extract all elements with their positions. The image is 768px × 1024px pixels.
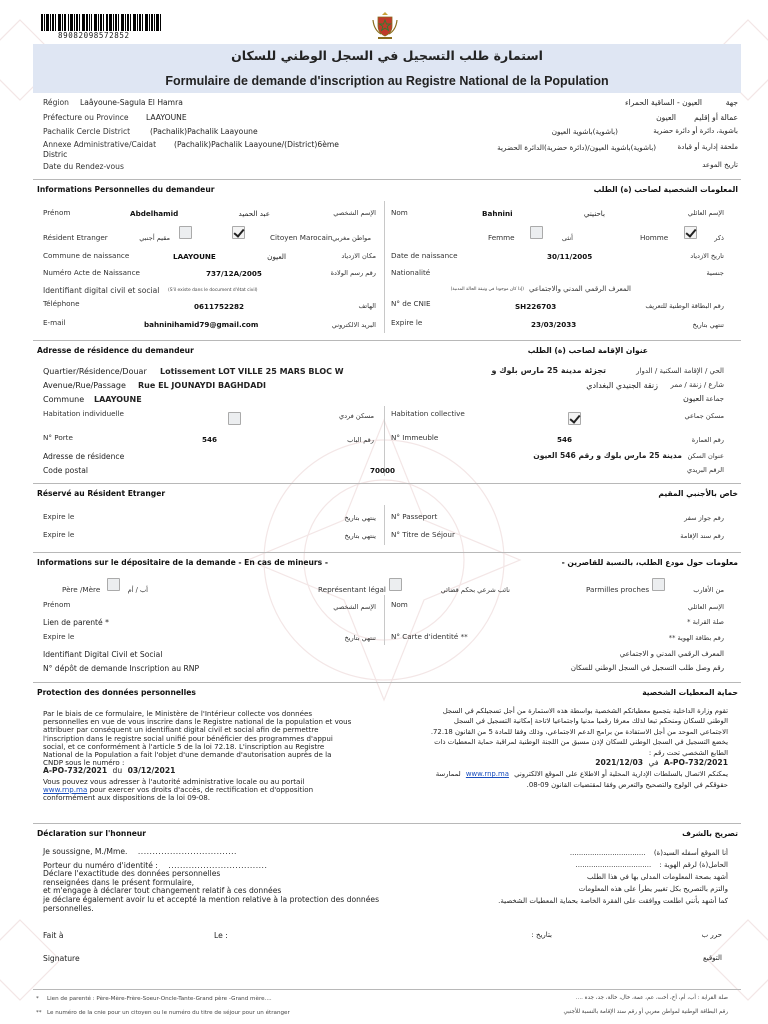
footer-note-1: Lien de parenté : Père-Mère-Frère-Soeur-Oncle-Tante-Grand père -Grand mère....: [47, 996, 272, 1002]
identite-label: Porteur du numéro d'identité :: [43, 860, 158, 870]
address-commune-ar-label: جماعة: [705, 395, 724, 403]
footer-note-2-ar: رقم البطاقة الوطنية لمواطن مغربي أو رقم سند الإقامة بالنسبة للأجنبي: [563, 1009, 728, 1015]
protection-ar-line: الطابع الشخصي تحت رقم :: [648, 748, 728, 757]
fait-a-label: Fait à: [43, 931, 64, 940]
carte-identite-label: N° Carte d'identité **: [391, 632, 468, 641]
nationalite-ar-label: جنسية: [706, 269, 724, 277]
footer-star-1: *: [36, 996, 39, 1002]
proches-label: Parmilles proches: [586, 585, 650, 594]
declaration-ar-line: كما أشهد بأنني اطلعت ووافقت على الفقرة الخاصة بحماية المعطيات الشخصية.: [498, 897, 728, 905]
depositaire-expire-ar: تنتهي بتاريخ: [344, 634, 376, 642]
avenue-value: Rue EL JOUNAYDI BAGHDADI: [138, 381, 267, 390]
protection-fr-line: National de la Population a fait l'objet d'une demande d'autorisation auprès de la: [43, 750, 332, 760]
quartier-value: Lotissement LOT VILLE 25 MARS BLOC W: [160, 367, 344, 376]
depot-rnp-ar: رقم وصل طلب التسجيل في السجل الوطني للسكان: [570, 664, 724, 672]
porte-value: 546: [202, 435, 218, 444]
annexe-value: (Pachalik)Pachalik Laayoune/(District)6ème: [174, 140, 339, 149]
cnie-label: N° de CNIE: [391, 299, 431, 308]
passeport-ar: رقم جواز سفر: [684, 514, 724, 522]
declaration-fr-line: et m'engage à déclarer tout changement relatif à ces données: [43, 886, 282, 896]
avenue-ar-label: شارع / زنقة / ممر: [670, 381, 724, 389]
footer-divider: [33, 989, 741, 990]
cndp-reference: A-PO-732/2021: [43, 766, 108, 776]
habitation-individuelle-ar: مسكن فردي: [338, 412, 374, 420]
date-naissance-value: 30/11/2005: [547, 252, 593, 261]
soussigne-field[interactable]: ..................................: [137, 847, 237, 856]
rdv-ar-label: تاريخ الموعد: [702, 161, 738, 169]
declaration-ar: [498, 847, 728, 907]
date-naissance-label: Date de naissance: [391, 251, 458, 260]
personal-column-divider: [384, 201, 385, 333]
email-ar-label: البريد الالكتروني: [331, 321, 376, 329]
protection-ar-text: [398, 706, 728, 790]
protection-ar-line: الوطني للسكان ومنحكم تبعا لذلك معرفا رقميا مدنيا واجتماعيا لاتاحة إمكانية التسجيل في السجل: [453, 717, 728, 726]
cndp-ar-date: 2021/12/03: [595, 758, 644, 768]
titre-sejour-ar: رقم سند الإقامة: [680, 532, 724, 540]
expire-cnie-value: 23/03/2033: [531, 320, 577, 329]
protection-ar-line: حقوقكم في الولوج والتصحيح والتعرض وفقا لمقتضيات القانون 09-08.: [526, 780, 728, 789]
prefecture-label: Préfecture ou Province: [43, 113, 129, 122]
cndp-date: 03/12/2021: [127, 766, 176, 776]
immeuble-label: N° Immeuble: [391, 433, 439, 442]
depositaire-nom-label: Nom: [391, 600, 408, 609]
protection-fr-line: attribuer par conséquent un identifiant digital civil et social afin de permettre: [43, 725, 319, 735]
nationalite-label: Nationalité: [391, 268, 431, 277]
protection-fr-line: Par le biais de ce formulaire, le Ministère de l'Intérieur collecte vos données: [43, 709, 313, 718]
annexe-ar-value: (باشوية)باشوية العيون/(دائرة حضرية)الدائرة الحضرية: [497, 143, 656, 152]
femme-label: Femme: [488, 233, 515, 242]
protection-fr-text: [43, 710, 351, 802]
prenom-ar-value: عبد الحميد: [238, 209, 270, 218]
address-section-title: Adresse de résidence du demandeur: [37, 346, 194, 355]
protection-ar-line: لممارسة: [435, 770, 461, 779]
soussigne-label: Je soussigne, M./Mme.: [43, 847, 128, 856]
quartier-label: Quartier/Résidence/Douar: [43, 367, 147, 376]
soussigne-ar-label: أنا الموقع أسفله السيد(ة): [653, 849, 728, 857]
habitation-individuelle-label: Habitation individuelle: [43, 409, 124, 418]
proches-ar: من الأقارب: [693, 586, 724, 594]
representant-legal-checkbox[interactable]: [389, 578, 402, 591]
personal-section-divider: [33, 179, 741, 180]
nom-label: Nom: [391, 208, 408, 217]
protection-fr-line: social, et ce conformément à l'article 5 de la loi 72.18. L'inscription au Registre: [43, 741, 325, 751]
etranger-section-title: Réservé au Résident Etranger: [37, 489, 166, 498]
nom-ar-value: باحنيني: [583, 209, 605, 218]
representant-legal-ar: نائب شرعي بحكم قضائي: [440, 586, 510, 594]
depot-rnp-label: N° dépôt de demande Inscription au RNP: [43, 664, 200, 673]
protection-fr-line: Vous pouvez vous adresser à l'autorité administrative locale ou au portail: [43, 776, 305, 786]
depositaire-section-divider: [33, 552, 741, 553]
protection-fr-line: conformément aux dispositions de la loi 09-08.: [43, 793, 211, 803]
expire-passeport-label: Expire le: [43, 512, 75, 521]
avenue-ar-value: زنقة الجنيدي البغدادي: [586, 381, 658, 390]
etranger-section-title-ar: خاص بالأجنبي المقيم: [658, 489, 738, 498]
prenom-value: Abdelhamid: [130, 209, 179, 218]
resident-etranger-ar: مقيم أجنبي: [139, 234, 170, 242]
footer-star-2: **: [36, 1010, 42, 1016]
declaration-fr-line: Déclare l'exactitude des données personnelles: [43, 869, 221, 879]
address-commune-label: Commune: [43, 395, 85, 404]
personal-section-title: Informations Personnelles du demandeur: [37, 185, 215, 194]
idcs-ar-note: (إذا كان موجودا في وثيقة الحالة المدنية): [450, 287, 524, 292]
pachalik-label: Pachalik Cercle District: [43, 127, 131, 136]
immeuble-value: 546: [557, 435, 573, 444]
region-ar-value: العيون - الساقية الحمراء: [625, 98, 702, 107]
declaration-ar-line: والتزم بالتصريح بكل تغيير يطرأ على هذه المعلومات: [578, 885, 728, 893]
protection-section-title: Protection des données personnelles: [37, 688, 196, 697]
homme-label: Homme: [640, 233, 669, 242]
citoyen-marocain-ar: مواطن مغربي: [332, 234, 371, 242]
habitation-collective-checkbox[interactable]: [568, 412, 581, 425]
adresse-residence-ar-label: عنوان السكن: [687, 452, 724, 460]
pachalik-value: (Pachalik)Pachalik Laayoune: [150, 127, 258, 136]
le-label: Le :: [214, 931, 228, 940]
acte-naissance-ar-label: رقم رسم الولادة: [330, 269, 376, 277]
commune-naissance-value: LAAYOUNE: [173, 252, 216, 261]
femme-ar: أنثى: [561, 234, 573, 242]
habitation-individuelle-checkbox[interactable]: [228, 412, 241, 425]
depositaire-idcs-ar: المعرف الرقمي المدني و الاجتماعي: [619, 650, 724, 658]
adresse-residence-label: Adresse de résidence: [43, 452, 125, 461]
idcs-label: Identifiant digital civil et social: [43, 286, 160, 295]
protection-section-divider: [33, 682, 741, 683]
commune-naissance-ar-value: العيون: [267, 252, 286, 261]
prefecture-ar-value: العيون: [656, 113, 676, 122]
cnie-value: SH226703: [515, 302, 557, 311]
commune-naissance-ar-label: مكان الازدياد: [341, 252, 376, 260]
pachalik-ar-label: باشوية، دائرة أو دائرة حضرية: [653, 127, 738, 135]
homme-ar: ذكر: [714, 234, 724, 242]
address-section-title-ar: عنوان الإقامة لصاحب (ة) الطلب: [527, 346, 648, 355]
adresse-residence-ar-value: مدينة 25 مارس بلوك و رقم 546 العيون: [533, 451, 682, 460]
depositaire-prenom-ar: الإسم الشخصي: [333, 603, 376, 611]
nom-value: Bahnini: [482, 209, 513, 218]
proches-checkbox[interactable]: [652, 578, 665, 591]
rdv-label: Date du Rendez-vous: [43, 162, 124, 171]
expire-passeport-ar: ينتهي بتاريخ: [344, 514, 376, 522]
porte-ar-label: رقم الباب: [347, 436, 374, 444]
commune-naissance-label: Commune de naissance: [43, 251, 130, 260]
soussigne-ar-field[interactable]: ..................................: [569, 849, 646, 857]
personal-section-title-ar: المعلومات الشخصية لصاحب (ة) الطلب: [593, 185, 738, 194]
femme-checkbox[interactable]: [530, 226, 543, 239]
lien-parente-label: Lien de parenté *: [43, 618, 109, 627]
coat-of-arms-icon: [370, 10, 400, 40]
code-postal-ar-label: الرقم البريدي: [686, 466, 724, 474]
depositaire-column-divider: [384, 595, 385, 645]
acte-naissance-value: 737/12A/2005: [206, 269, 262, 278]
region-ar-label: جهة: [725, 98, 738, 107]
depositaire-nom-ar: الإسم العائلي: [687, 603, 724, 611]
depositaire-prenom-label: Prénom: [43, 600, 71, 609]
identite-ar-label: الحامل(ة) لرقم الهوية :: [659, 861, 728, 869]
annexe-ar-label: ملحقة إدارية أو قيادة: [677, 143, 738, 151]
signature-label: Signature: [43, 954, 80, 963]
prenom-label: Prénom: [43, 208, 71, 217]
citoyen-marocain-checkbox[interactable]: [232, 226, 245, 239]
citoyen-marocain-label: Citoyen Marocain: [270, 233, 333, 242]
lien-parente-ar: صلة القرابة *: [687, 618, 724, 626]
resident-etranger-checkbox[interactable]: [179, 226, 192, 239]
expire-sejour-label: Expire le: [43, 530, 75, 539]
email-label: E-mail: [43, 318, 66, 327]
barcode-number: 89082098572852: [58, 31, 130, 40]
nom-ar-label: الإسم العائلي: [687, 209, 724, 217]
expire-cnie-ar-label: تنتهي بتاريخ: [692, 321, 724, 329]
address-section-divider: [33, 340, 741, 341]
declaration-fr-line: je déclare également avoir lu et accepté la mention relative à la protection des données: [43, 894, 380, 904]
cndp-ar-fi: في: [648, 758, 659, 768]
title-french: Formulaire de demande d'inscription au Registre National de la Population: [165, 74, 609, 88]
homme-checkbox[interactable]: [684, 226, 697, 239]
protection-ar-line: يمكنكم الاتصال بالسلطات الإدارية المحلية أو الاطلاع على الموقع الالكتروني: [514, 770, 728, 779]
depositaire-section-title-ar: معلومات حول مودع الطلب، بالنسبة للقاصرين -: [561, 558, 738, 567]
prenom-ar-label: الإسم الشخصي: [333, 209, 376, 217]
cndp-du: du: [112, 766, 123, 776]
expire-cnie-label: Expire le: [391, 318, 423, 327]
carte-identite-ar: رقم بطاقة الهوية **: [668, 634, 724, 642]
protection-fr-line: CNDP sous le numéro :: [43, 758, 125, 768]
rnp-link-ar[interactable]: www.rnp.ma: [465, 770, 509, 779]
declaration-section-divider: [33, 823, 741, 824]
rnp-link[interactable]: www.rnp.ma: [43, 784, 88, 794]
footer-note-2: Le numéro de la cnie pour un citoyen ou le numéro du titre de séjour pour un étranger: [47, 1010, 290, 1016]
quartier-ar-value: تجزئة مدينة 25 مارس بلوك و: [491, 366, 606, 375]
protection-ar-line: تقوم وزارة الداخلية بتجميع معطياتكم الشخصية بواسطة هذه الاستمارة من أجل تسجيلكم في السجل: [442, 707, 728, 715]
telephone-label: Téléphone: [43, 299, 80, 308]
acte-naissance-label: Numéro Acte de Naissance: [43, 268, 140, 277]
quartier-ar-label: الحي / الإقامة السكنية / الدوار: [636, 367, 724, 375]
annexe-value-line2: Distric: [43, 150, 68, 159]
hurrira-label: حرر ب: [701, 931, 722, 939]
etranger-column-divider: [384, 505, 385, 545]
pere-mere-label: Père /Mère: [62, 585, 101, 594]
depositaire-expire-label: Expire le: [43, 632, 75, 641]
declaration-fr: [43, 848, 379, 913]
date-naissance-ar-label: تاريخ الازدياد: [690, 252, 724, 260]
telephone-value: 0611752282: [194, 302, 245, 311]
protection-fr-line: personnelles en vue de vous inscrire dans le Registre national de la population et vous: [43, 717, 352, 727]
prefecture-ar-label: عمالة أو إقليم: [694, 113, 738, 122]
idcs-ar-label: المعرف الرقمي المدني والاجتماعي: [529, 285, 631, 293]
identite-ar-field[interactable]: ..................................: [575, 861, 652, 869]
representant-legal-label: Représentant légal: [318, 585, 386, 594]
region-label: Région: [43, 98, 69, 107]
titre-sejour-label: N° Titre de Séjour: [391, 530, 455, 539]
annexe-label: Annexe Administrative/Caidat: [43, 140, 157, 149]
protection-fr-line: pour exercer vos droits d'accès, de rectification et d'opposition: [89, 784, 314, 794]
pachalik-ar-value: (باشوية)باشوية العيون: [551, 127, 618, 136]
habitation-collective-ar: مسكن جماعي: [684, 412, 724, 420]
porte-label: N° Porte: [43, 433, 73, 442]
cndp-ar-reference: A-PO-732/2021: [663, 758, 728, 768]
telephone-ar-label: الهاتف: [358, 302, 376, 310]
immeuble-ar-label: رقم العمارة: [691, 436, 724, 444]
protection-ar-line: يخضع التسجيل في السجل الوطني للسكان لإذن مسبق من اللجنة الوطنية لمراقبة حماية المعطيات ذات: [434, 738, 728, 747]
pere-mere-ar: أب / أم: [127, 586, 148, 594]
prefecture-value: LAAYOUNE: [146, 113, 187, 122]
address-commune-ar-value: العيون: [683, 394, 704, 403]
idcs-note: (S'il existe dans le document d'état civil): [168, 288, 258, 293]
habitation-collective-label: Habitation collective: [391, 409, 465, 418]
protection-section-title-ar: حماية المعطيات الشخصية: [642, 688, 738, 697]
resident-etranger-label: Résident Etranger: [43, 233, 108, 242]
footer-note-1-ar: صلة القرابة : أب، أم، أخ، أخت، عم، عمة، خال، خالة، جد، جدة ....: [575, 995, 728, 1001]
barcode: [41, 14, 161, 31]
title-arabic: استمارة طلب التسجيل في السجل الوطني للسكان: [231, 48, 543, 63]
depositaire-idcs-label: Identifiant Digital Civil et Social: [43, 650, 163, 659]
bitarikh-label: بتاريخ :: [531, 931, 552, 939]
code-postal-value: 70000: [370, 466, 396, 475]
code-postal-label: Code postal: [43, 466, 89, 475]
region-value: Laâyoune-Sagula El Hamra: [80, 98, 183, 107]
declaration-section-title-ar: تصريح بالشرف: [682, 829, 738, 838]
cnie-ar-label: رقم البطاقة الوطنية للتعريف: [645, 302, 724, 310]
depositaire-section-title: Informations sur le dépositaire de la demande - En cas de mineurs -: [37, 558, 328, 567]
protection-ar-line: الاجتماعي الموحد من أجل الاستفادة من برامج الدعم الاجتماعي، وذلك وفقا للمادة 5 من القانون 72.18.: [430, 727, 728, 736]
address-commune-value: LAAYOUNE: [94, 395, 142, 404]
declaration-fr-line: personnelles.: [43, 903, 94, 913]
declaration-section-title: Déclaration sur l'honneur: [37, 829, 147, 838]
declaration-ar-line: أشهد بصحة المعلومات المدلى بها في هذا الطلب: [586, 873, 728, 881]
expire-sejour-ar: ينتهي بتاريخ: [344, 532, 376, 540]
pere-mere-checkbox[interactable]: [107, 578, 120, 591]
passeport-label: N° Passeport: [391, 512, 438, 521]
signature-ar-label: التوقيع: [703, 954, 722, 962]
avenue-label: Avenue/Rue/Passage: [43, 381, 126, 390]
email-value: bahninihamid79@gmail.com: [144, 320, 259, 329]
etranger-section-divider: [33, 483, 741, 484]
declaration-fr-line: renseignées dans le présent formulaire,: [43, 877, 195, 887]
identite-field[interactable]: ..................................: [168, 860, 268, 870]
protection-fr-line: l'inscription dans le registre social unifié pour bénéficier des programmes d'appui: [43, 733, 333, 743]
